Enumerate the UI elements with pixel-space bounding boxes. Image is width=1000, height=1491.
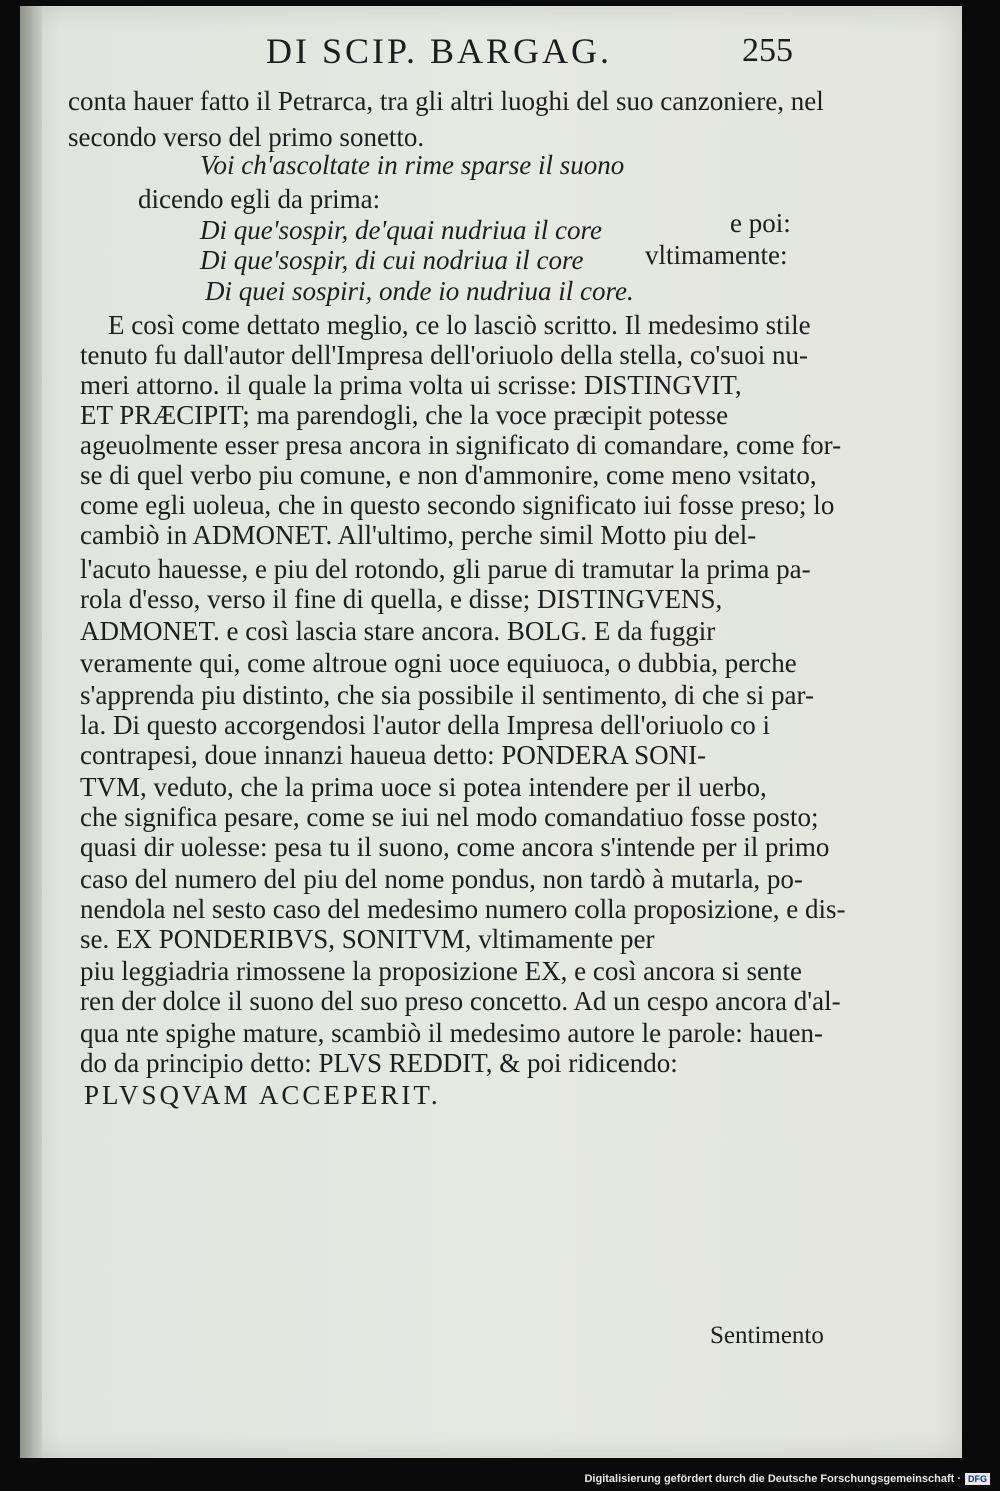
verse-line: Di que'sospir, de'quai nudriua il core — [200, 215, 603, 245]
text-line: nendola nel sesto caso del medesimo numero colla proposizione, e dis- — [80, 894, 846, 924]
verse-line: Di que'sospir, di cui nodriua il core — [200, 245, 584, 275]
text-line: che significa pesare, come se iui nel modo comandatiuo fosse posto; — [80, 802, 819, 832]
running-title: DI SCIP. BARGAG. — [266, 31, 613, 71]
text-line: E così come dettato meglio, ce lo lasciò scritto. Il medesimo stile — [108, 310, 811, 340]
text-line: s'apprenda piu distinto, che sia possibile il sentimento, di che si par- — [80, 680, 814, 710]
text-line: se di quel verbo piu comune, e non d'ammonire, come meno vsitato, — [80, 460, 817, 490]
text-line: qua nte spighe mature, scambiò il medesimo autore le parole: hauen- — [80, 1018, 824, 1048]
credit-text: Digitalisierung gefördert durch die Deutsche Forschungsgemeinschaft · — [584, 1473, 961, 1485]
text-line: conta hauer fatto il Petrarca, tra gli altri luoghi del suo canzoniere, nel — [68, 86, 824, 116]
text-line: come egli uoleua, che in questo secondo significato iui fosse preso; lo — [80, 490, 835, 520]
text-line: do da principio detto: PLVS REDDIT, & poi ridicendo: — [80, 1048, 678, 1078]
text-line: la. Di questo accorgendosi l'autor della Impresa dell'oriuolo co i — [80, 710, 771, 740]
text-line: ET PRÆCIPIT; ma parendogli, che la voce præcipit potesse — [80, 400, 729, 430]
text-line: TVM, veduto, che la prima uoce si potea intendere per il uerbo, — [80, 772, 767, 802]
text-line: ageuolmente esser presa ancora in significato di comandare, come for- — [80, 430, 842, 460]
text-line: dicendo egli da prima: — [138, 184, 381, 214]
text-line: cambiò in ADMONET. All'ultimo, perche simil Motto piu del- — [80, 520, 757, 550]
book-page — [20, 6, 962, 1458]
dfg-logo-icon: DFG — [965, 1473, 990, 1485]
text-line: tenuto fu dall'autor dell'Impresa dell'oriuolo della stella, co'suoi nu- — [80, 340, 809, 370]
text-line: e poi: — [730, 208, 791, 238]
text-line: ren der dolce il suono del suo preso concetto. Ad un cespo ancora d'al- — [80, 986, 841, 1016]
page-number: 255 — [742, 32, 793, 69]
text-line: caso del numero del piu del nome pondus, non tardò à mutarla, po- — [80, 864, 803, 894]
digitization-credit — [584, 1473, 990, 1485]
text-line: PLVSQVAM ACCEPERIT. — [84, 1080, 441, 1110]
text-line: contrapesi, doue innanzi haueua detto: PONDERA SONI- — [80, 740, 707, 770]
verse-line: Voi ch'ascoltate in rime sparse il suono — [200, 150, 625, 180]
text-line: meri attorno. il quale la prima volta ui scrisse: DISTINGVIT, — [80, 370, 742, 400]
text-line: vltimamente: — [645, 240, 788, 270]
text-line: l'acuto hauesse, e piu del rotondo, gli parue di tramutar la prima pa- — [80, 554, 811, 584]
page-gutter — [20, 6, 42, 1458]
catchword: Sentimento — [710, 1322, 824, 1349]
text-line: quasi dir uolesse: pesa tu il suono, come ancora s'intende per il primo — [80, 832, 830, 862]
text-line: se. EX PONDERIBVS, SONITVM, vltimamente per — [80, 924, 655, 954]
verse-line: Di quei sospiri, onde io nudriua il core. — [205, 276, 634, 306]
text-line: secondo verso del primo sonetto. — [68, 122, 425, 152]
text-line: ADMONET. e così lascia stare ancora. BOLG. E da fuggir — [80, 616, 716, 646]
text-line: rola d'esso, verso il fine di quella, e disse; DISTINGVENS, — [80, 584, 723, 614]
text-line: piu leggiadria rimossene la proposizione EX, e così ancora si sente — [80, 956, 803, 986]
text-line: veramente qui, come altroue ogni uoce equiuoca, o dubbia, perche — [80, 648, 797, 678]
